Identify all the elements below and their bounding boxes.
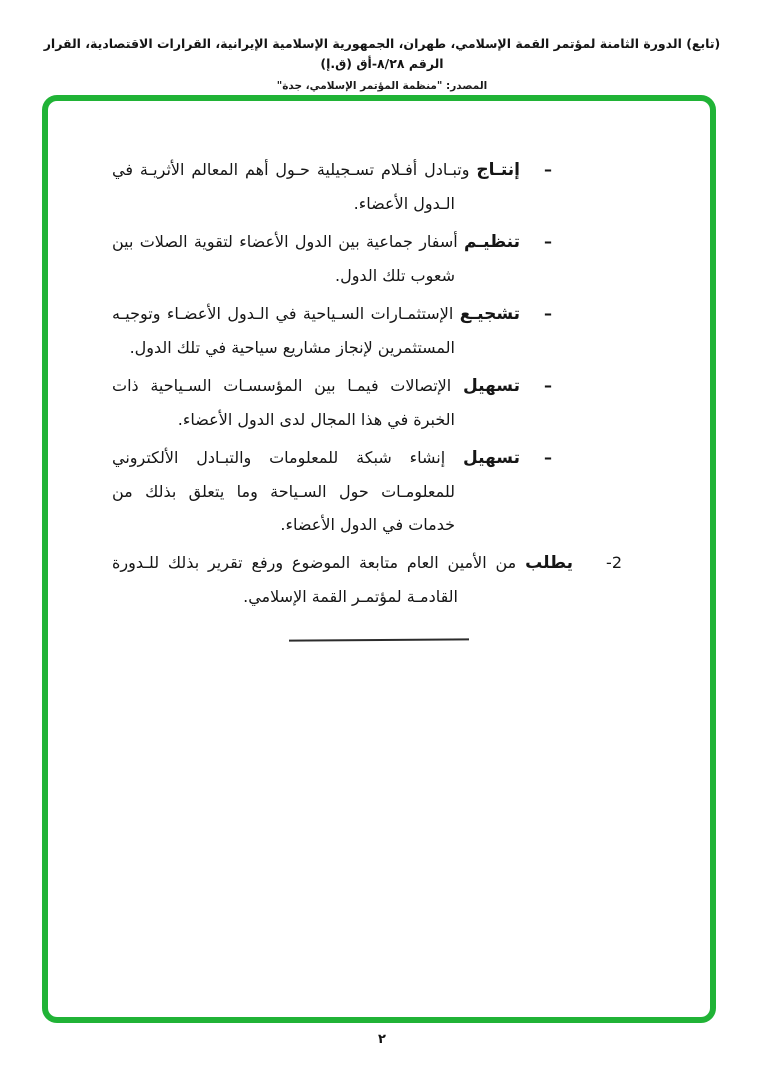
bullet-item [48,441,710,541]
item-lead: تنظيـم [464,232,520,252]
bullet-dash: – [544,448,552,467]
bullet-item [48,153,710,220]
item-paragraph [48,369,710,436]
bullet-item [48,225,710,292]
item-lead: يطلب [525,553,573,573]
item-lead: تسهيل [462,376,520,396]
item-text: الإستثمـارات السـياحية في الـدول الأعضـاء وتوجيـه المستثمرين لإنجاز مشاريع سياحية في تلك الدول. [112,304,455,357]
item-text: أسفار جماعية بين الدول الأعضاء لتقوية الصلات بين شعوب تلك الدول. [112,232,458,285]
item-paragraph [48,297,710,364]
item-text: من الأمين العام متابعة الموضوع ورفع تقرير بذلك للـدورة القادمـة لمؤتمـر القمة الإسلامي. [112,553,517,606]
item-lead: تسهيل [462,448,520,468]
item-paragraph [48,225,710,292]
page-number: ٢ [378,1032,386,1047]
numbered-item [48,546,710,613]
bullet-item [48,369,710,436]
item-paragraph [48,153,710,220]
bullet-dash: – [544,160,552,179]
document-title: (تابع) الدورة الثامنة لمؤتمر القمة الإسلامي، طهران، الجمهورية الإسلامية الإيرانية، القرارات الاقتصادية، القرار الرقم ٨/٢٨-أق (ق.إ) [43,36,721,71]
document-header [0,34,764,95]
bullet-dash: – [544,304,552,323]
resolution-list [48,101,710,641]
bullet-dash: – [544,232,552,251]
bullet-item [48,297,710,364]
item-number: 2- [606,553,622,572]
item-text: إنشاء شبكة للمعلومات والتبـادل الألكتروني للمعلومـات حول السـياحة وما يتعلق بذلك من خدمات في الدول الأعضاء. [112,448,455,534]
item-text: وتبـادل أفـلام تسـجيلية حـول أهم المعالم الأثريـة في الـدول الأعضاء. [112,160,470,213]
item-paragraph [48,441,710,541]
item-lead: تشجيـع [459,304,520,324]
item-text: الإتصالات فيمـا بين المؤسسـات السـياحية ذات الخبرة في هذا المجال لدى الدول الأعضاء. [112,376,455,429]
item-lead: إنتـاج [476,160,520,180]
source-line: المصدر: "منظمة المؤتمر الإسلامي، جدة" [276,80,488,92]
bullet-dash: – [544,376,552,395]
